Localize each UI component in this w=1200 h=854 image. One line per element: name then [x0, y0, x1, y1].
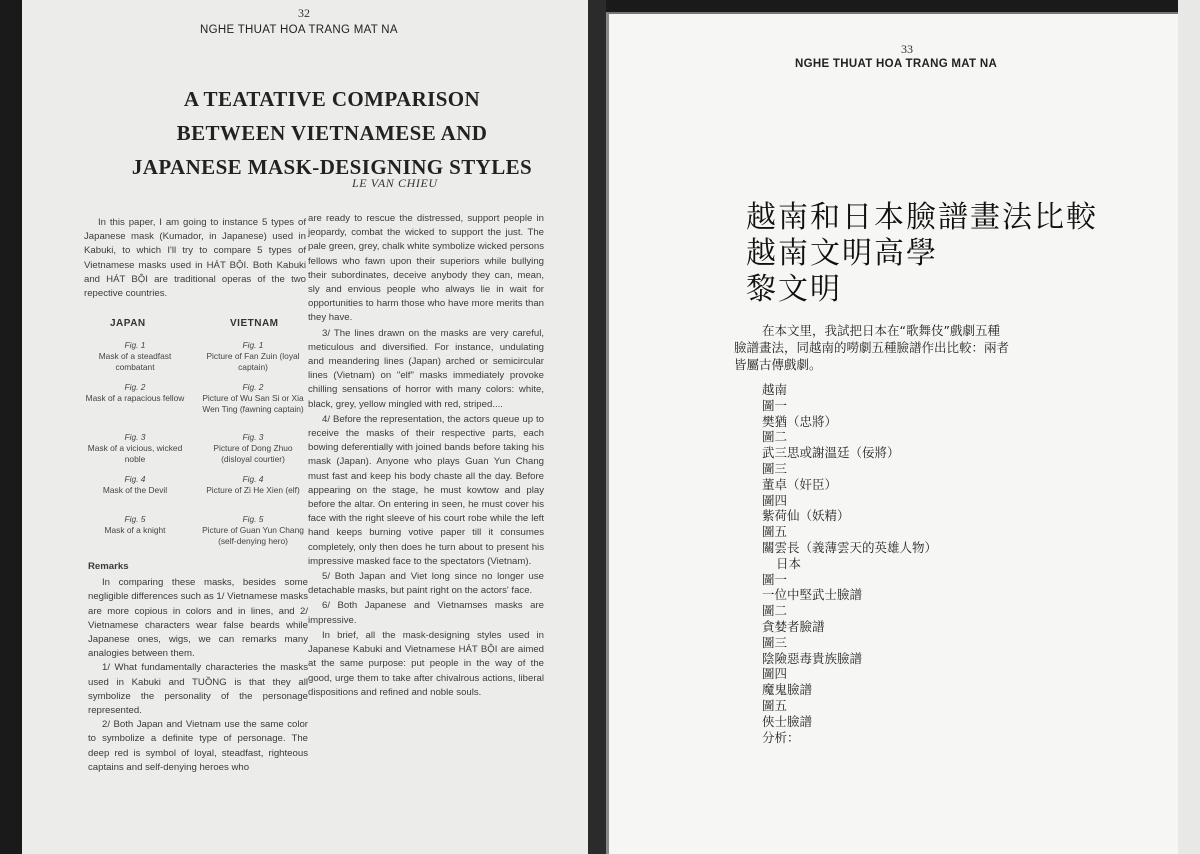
intro-text: In this paper, I am going to instance 5 types of Japanese mask (Kumador, in Japanese) used in Kabuki, to which I'll try to compare 5 types of Vietnamese masks used in HÁT BỘI. Both Kabuki and HÁT BỘI are traditional operas of the two repective countries.	[84, 217, 306, 300]
title-line: A TEATATIVE COMPARISON	[183, 87, 481, 111]
list-item: 圖三	[762, 634, 788, 650]
fig-label: Fig. 3	[124, 432, 146, 442]
cjk-title	[746, 200, 1098, 308]
list-item: 圖三	[762, 460, 788, 476]
list-item: 圖五	[762, 524, 788, 540]
list-item: 武三思或謝溫廷（佞將）	[762, 445, 900, 461]
title-line: BETWEEN VIETNAMESE AND	[176, 121, 488, 145]
list-item: 圖一	[762, 571, 788, 587]
page-number: 32	[298, 6, 310, 20]
fig-caption: Picture of Dong Zhuo (disloyal courtier)	[213, 443, 293, 464]
list-item: 貪婪者臉譜	[762, 618, 825, 634]
list-item: 越南	[762, 382, 788, 397]
fig-caption: Picture of Zi He Xien (elf)	[206, 485, 300, 495]
list-item: 圖二	[762, 429, 788, 445]
list-item: 關雲長（義薄雲天的英雄人物）	[762, 539, 938, 555]
fig-caption: Mask of a steadfast combatant	[98, 351, 172, 372]
remarks-paragraph: 1/ What fundamentally characteries the masks used in Kabuki and TUỒNG is that they all symbolize the personality of the personage represented.	[88, 662, 308, 717]
fig-caption: Picture of Fan Zuin (loyal captain)	[206, 351, 300, 372]
fig-label: Fig. 5	[242, 514, 264, 524]
page-edge	[1178, 0, 1200, 854]
body-paragraph: 3/ The lines drawn on the masks are very careful, meticulous and diversified. For instance, undulating and meandering lines (Japan) arched or semicircular lines (Vietnam) on "elf" masks immediately provoke chilling sensations of horror with many colors: white, black, grey, yellow mingled with red, striped....	[308, 327, 544, 410]
fig-caption: Picture of Guan Yun Chang (self-denying hero)	[202, 525, 304, 546]
fig-label: Fig. 3	[242, 432, 264, 442]
intro-paragraph	[84, 216, 306, 311]
cjk-title-line: 越南文明高學	[746, 236, 938, 271]
fig-caption: Picture of Wu San Si or Xia Wen Ting (fawning captain)	[202, 393, 304, 414]
cjk-figure-list	[762, 382, 937, 745]
list-item: 圖四	[762, 492, 788, 508]
running-head: NGHE THUAT HOA TRANG MAT NA	[795, 58, 998, 70]
column-header-japan: JAPAN	[110, 318, 146, 329]
list-item: 圖二	[762, 603, 788, 619]
fig-caption: Mask of the Devil	[102, 485, 168, 495]
body-paragraph: 5/ Both Japan and Viet long since no longer use detachable masks, but paint right on the actors' face.	[308, 571, 544, 597]
title-line: JAPANESE MASK-DESIGNING STYLES	[131, 155, 533, 179]
fig-caption: Mask of a vicious, wicked noble	[87, 443, 183, 464]
list-item: 魔鬼臉譜	[762, 682, 813, 698]
author-byline: LE VAN CHIEU	[352, 176, 438, 190]
fig-label: Fig. 1	[242, 340, 264, 350]
body-paragraph: are ready to rescue the distressed, support people in jeopardy, combat the wicked to support the just. The pale green, grey, chalk white symbolize wicked persons fellows who fawn upon their superiors while bullying their subordinates, deceive anybody they can, mean, sly and envious people who always lie in wait for opportunities to harm those who have more merits than they have.	[308, 213, 544, 324]
list-item: 圖五	[762, 697, 788, 713]
left-page	[22, 0, 588, 854]
running-head: NGHE THUAT HOA TRANG MAT NA	[200, 24, 398, 36]
list-item: 陰險惡毒貴族臉譜	[762, 650, 863, 666]
article-title	[117, 82, 547, 184]
list-item: 日本	[776, 555, 802, 571]
fig-label: Fig. 4	[124, 474, 146, 484]
body-paragraph: 4/ Before the representation, the actors queue up to receive the masks of their respective parts, each bowing deferentially with joined bands before taking his mask (Japan). Anyone who plays Guan Yun Chang must fast and keep his body chaste all the day. Before appearing on the stage, he must kowtow and play before the altar. On entering in seen, he must cover his face with the right sleeve of his court robe while the left hand keeps burning votive paper till it consumes completely, only then does he turn about to present his impressive masked face to the spectators (Vietnam).	[308, 413, 544, 567]
page-number: 33	[901, 42, 913, 56]
list-item: 圖四	[762, 666, 788, 682]
cjk-intro	[734, 322, 1064, 373]
right-column	[308, 212, 544, 701]
cjk-intro-line: 皆屬古傳戲劇。	[734, 357, 822, 372]
remarks-paragraph: 2/ Both Japan and Vietnam use the same color to symbolize a definite type of personage. The deep red is symbol of loyal, steadfast, righteous captains and self-denying heroes who	[88, 719, 308, 773]
remarks-paragraph: In comparing these masks, besides some negligible differences such as 1/ Vietnamese masks are more copious in colors and in lines, and 2/ Vietnamese characters wear false beards while Japanese ones, wigs, we can remarks many analogies between them.	[88, 577, 308, 660]
fig-label: Fig. 1	[124, 340, 146, 350]
fig-caption: Mask of a rapacious fellow	[85, 393, 185, 403]
list-item: 圖一	[762, 397, 788, 413]
list-item: 俠士臉譜	[762, 713, 813, 729]
list-item: 分析：	[762, 729, 800, 745]
cjk-intro-line: 臉譜畫法，同越南的嘮劇五種臉譜作出比較：兩者	[734, 340, 1010, 355]
fig-label: Fig. 2	[242, 382, 264, 392]
fig-label: Fig. 5	[124, 514, 146, 524]
cjk-title-line: 越南和日本臉譜畫法比較	[746, 200, 1098, 235]
book-gutter	[588, 0, 606, 854]
list-item: 樊猶（忠將）	[762, 413, 838, 429]
fig-label: Fig. 4	[242, 474, 264, 484]
cjk-intro-line: 在本文里，我試把日本在“歌舞伎”戲劇五種	[762, 323, 1000, 338]
fig-caption: Mask of a knight	[104, 525, 166, 535]
list-item: 一位中堅武士臉譜	[762, 587, 863, 603]
body-paragraph: 6/ Both Japanese and Vietnamses masks are impressive.	[308, 600, 544, 626]
body-paragraph: In brief, all the mask-designing styles used in Japanese Kabuki and Vietnamese HÁT BỘI are aimed at the same purpose: put people in the way of the good, urge them to take after chivalrous actions, liberal dispositions and refined and noble souls.	[308, 629, 544, 698]
cjk-title-line: 黎文明	[746, 272, 842, 307]
remarks-heading: Remarks	[88, 561, 129, 572]
list-item: 紫荷仙（妖精）	[762, 508, 850, 524]
remarks-section	[88, 560, 308, 775]
fig-label: Fig. 2	[124, 382, 146, 392]
list-item: 董卓（奸臣）	[762, 476, 838, 492]
column-header-vietnam: VIETNAM	[230, 318, 279, 329]
